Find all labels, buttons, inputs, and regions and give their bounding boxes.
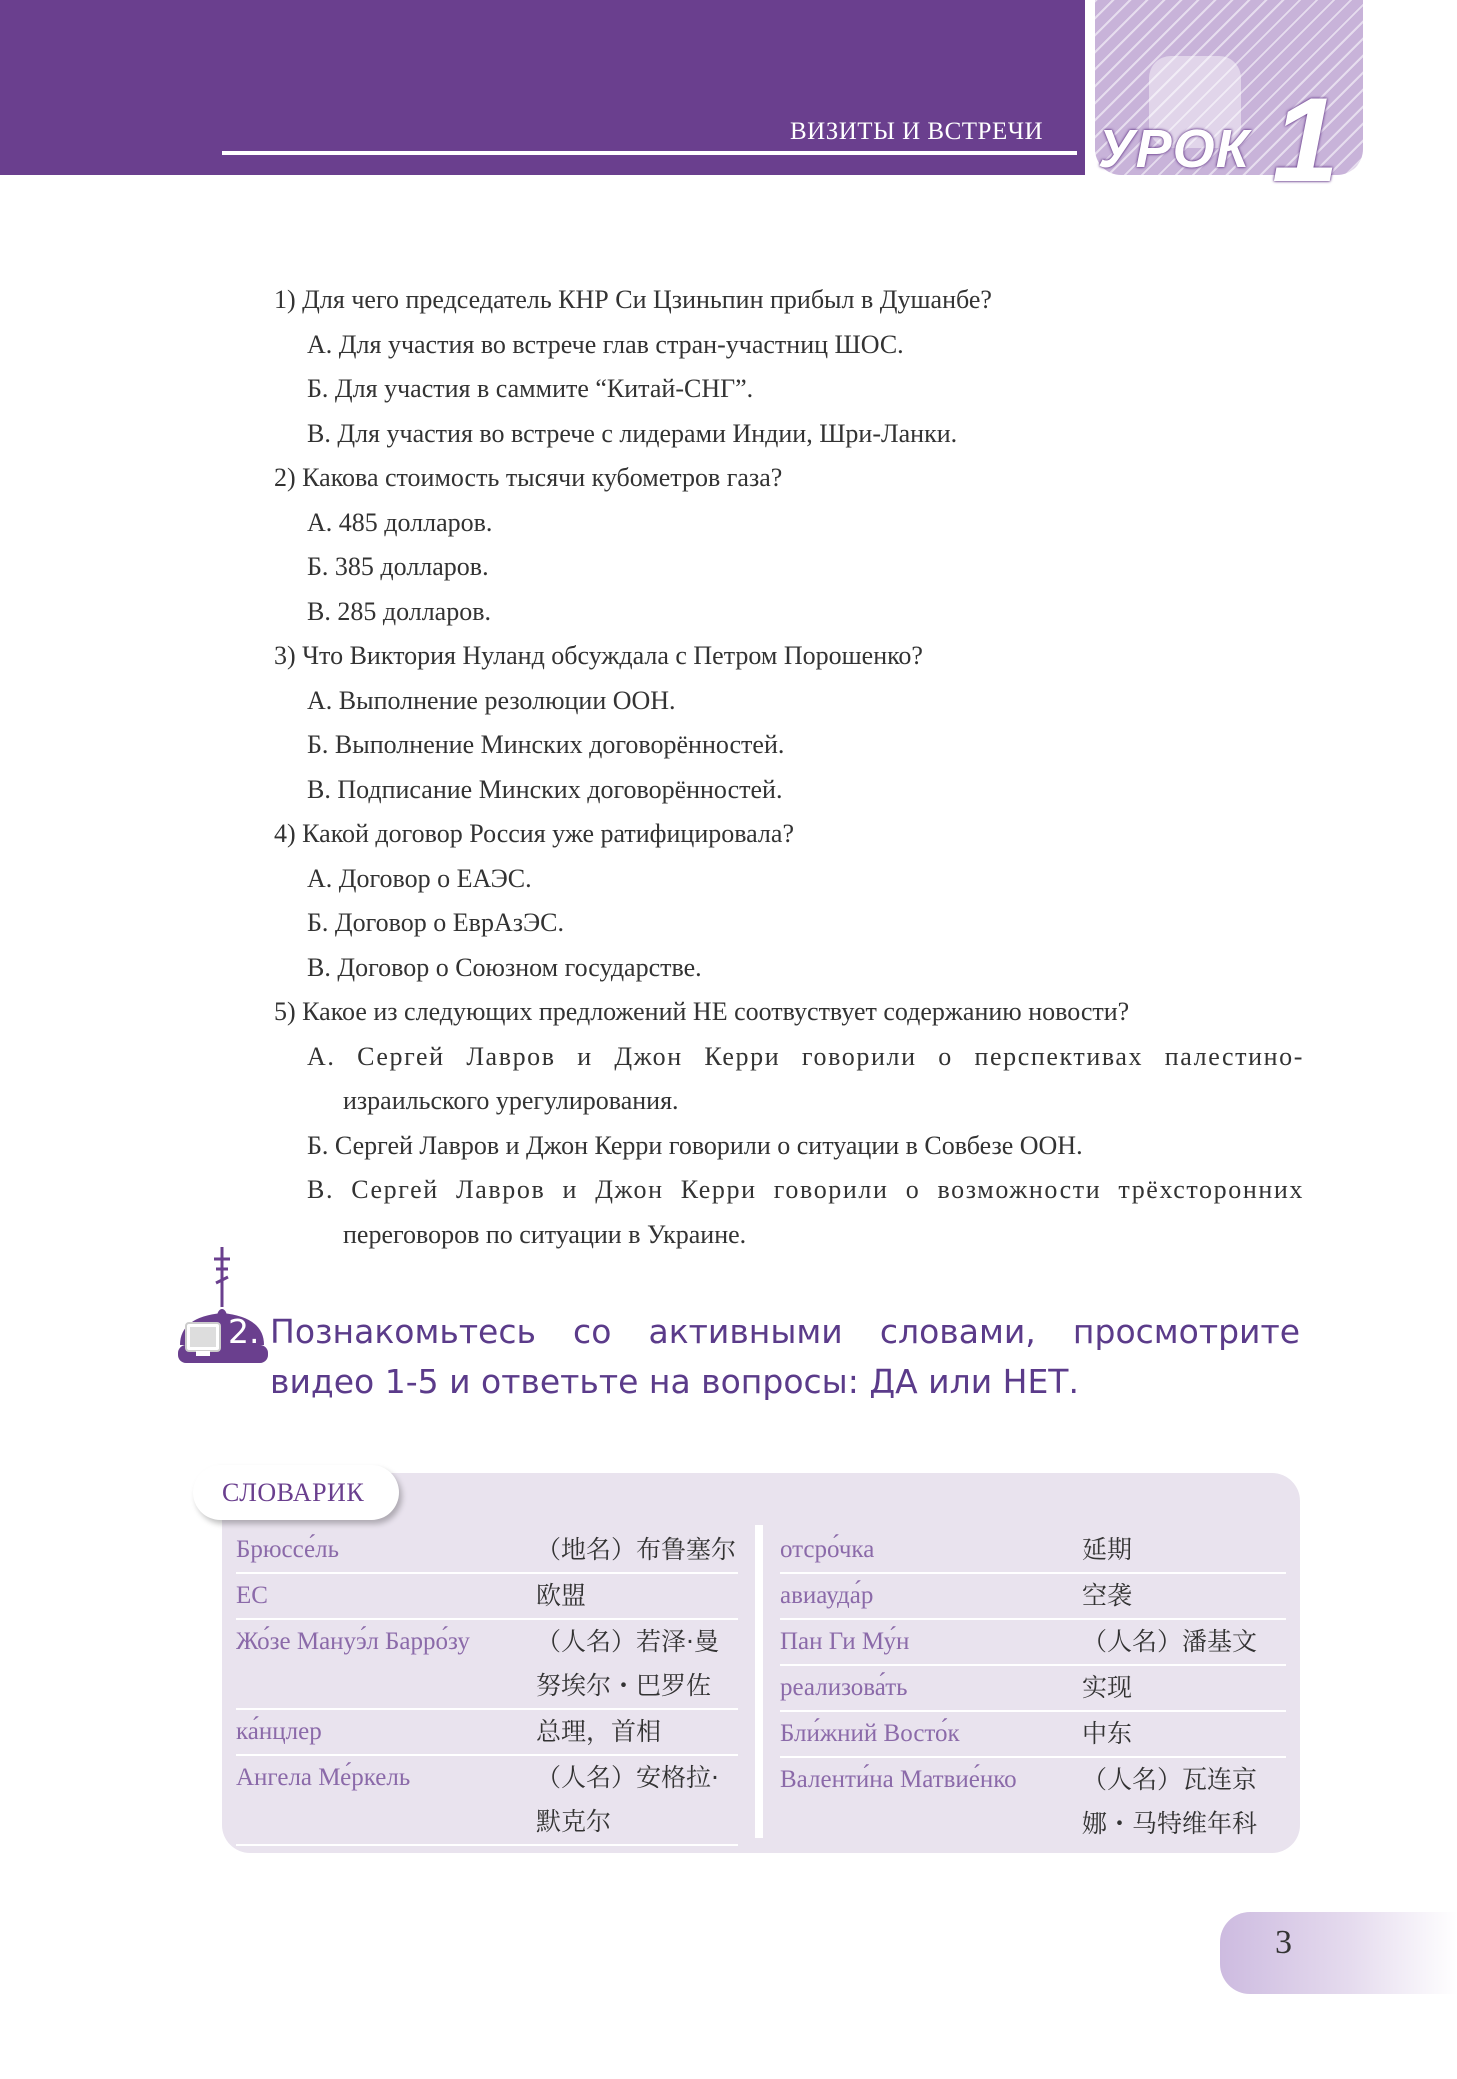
vocab-row xyxy=(780,1712,1286,1758)
answer-option: Б. Выполнение Минских договорённостей. xyxy=(307,730,785,759)
answer-option: А. Выполнение резолюции ООН. xyxy=(307,685,676,715)
exercise-number: 2. xyxy=(228,1312,260,1351)
header-rule xyxy=(222,151,1077,155)
vocab-term: Жо́зе Мануэ́л Барро́зу xyxy=(236,1628,470,1655)
answer-option: А. Договор о ЕАЭС. xyxy=(307,863,532,893)
vocab-row xyxy=(236,1574,738,1620)
vocab-translation: 实现 xyxy=(1082,1673,1133,1702)
vocab-row xyxy=(780,1528,1286,1574)
answer-option: Б. Договор о ЕврАзЭС. xyxy=(307,908,564,937)
vocab-row xyxy=(780,1666,1286,1712)
question: 3) Что Виктория Нуланд обсуждала с Петром Порошенко? xyxy=(274,641,923,670)
question: 5) Какое из следующих предложений НЕ соотвуствует содержанию новости? xyxy=(274,997,1130,1026)
answer-option-continuation xyxy=(307,1213,1304,1258)
question: 4) Какой договор Россия уже ратифицировала? xyxy=(274,819,794,848)
vocab-translation: （人名）安格拉·默克尔 xyxy=(536,1763,719,1836)
vocab-term: Валенти́на Матвие́нко xyxy=(780,1766,1017,1793)
answer-option: Б. Для участия в саммите “Китай-СНГ”. xyxy=(307,374,754,403)
vocab-row xyxy=(780,1758,1286,1846)
vocab-translation: （人名）潘基文 xyxy=(1082,1627,1258,1656)
vocab-translation: 延期 xyxy=(1082,1535,1133,1564)
vocab-row xyxy=(780,1574,1286,1620)
vocabulary-divider xyxy=(755,1525,763,1838)
question: 1) Для чего председатель КНР Си Цзиньпин прибыл в Душанбе? xyxy=(274,285,992,314)
vocab-translation: 空袭 xyxy=(1082,1581,1133,1610)
page-number-tab xyxy=(1220,1912,1457,1994)
answer-option-continuation xyxy=(307,1079,1304,1124)
answer-option xyxy=(307,1168,1304,1213)
page-number: 3 xyxy=(1275,1924,1292,1961)
questions-list xyxy=(274,278,1304,1257)
vocab-term: реализова́ть xyxy=(780,1674,908,1701)
answer-option xyxy=(307,1035,1304,1080)
lesson-number: 1 xyxy=(1272,73,1339,207)
vocabulary-column-left xyxy=(236,1528,738,1846)
vocab-term: Бли́жний Восто́к xyxy=(780,1720,960,1747)
answer-option: В. Подписание Минских договорённостей. xyxy=(307,774,783,804)
header-band xyxy=(0,0,1085,175)
vocab-row xyxy=(236,1528,738,1574)
lesson-label: УРОК xyxy=(1098,119,1250,179)
exercise-heading: Познакомьтесь со активными словами, просмотрите видео 1-5 и ответьте на вопросы: ДА или НЕТ. xyxy=(270,1312,1300,1401)
running-head: ВИЗИТЫ И ВСТРЕЧИ xyxy=(790,118,1044,145)
answer-option: А. Для участия во встрече глав стран-участниц ШОС. xyxy=(307,329,904,359)
vocab-translation: （人名）瓦连京娜・马特维年科 xyxy=(1082,1765,1258,1838)
question: 2) Какова стоимость тысячи кубометров газа? xyxy=(274,463,783,492)
vocab-term: отсро́чка xyxy=(780,1536,875,1563)
option-line: израильского урегулирования. xyxy=(343,1086,679,1115)
vocab-translation: 中东 xyxy=(1082,1719,1133,1748)
vocab-row xyxy=(780,1620,1286,1666)
vocab-translation: （人名）若泽·曼努埃尔・巴罗佐 xyxy=(536,1627,719,1700)
vocab-term: Пан Ги Му́н xyxy=(780,1628,910,1655)
answer-option: В. Для участия во встрече с лидерами Индии, Шри-Ланки. xyxy=(307,418,958,448)
vocab-term: ка́нцлер xyxy=(236,1718,322,1745)
vocabulary-title: СЛОВАРИК xyxy=(222,1478,365,1507)
vocab-term: ЕС xyxy=(236,1582,268,1609)
vocab-translation: 总理，首相 xyxy=(536,1717,662,1746)
vocab-translation: （地名）布鲁塞尔 xyxy=(536,1535,737,1564)
vocab-translation: 欧盟 xyxy=(536,1581,587,1610)
option-line: В. Сергей Лавров и Джон Керри говорили о возможности трёхсторонних xyxy=(307,1175,1304,1204)
vocab-row xyxy=(236,1620,738,1710)
answer-option: В. Договор о Союзном государстве. xyxy=(307,952,702,982)
vocab-term: Брюссе́ль xyxy=(236,1536,340,1563)
answer-option: Б. 385 долларов. xyxy=(307,552,489,581)
option-line: переговоров по ситуации в Украине. xyxy=(343,1219,747,1249)
vocabulary-column-right xyxy=(780,1528,1286,1846)
answer-option: А. 485 долларов. xyxy=(307,507,493,537)
vocab-row xyxy=(236,1756,738,1846)
answer-option: В. 285 долларов. xyxy=(307,596,491,626)
answer-option: Б. Сергей Лавров и Джон Керри говорили о ситуации в Совбезе ООН. xyxy=(307,1130,1083,1160)
vocab-term: Ангела Ме́ркель xyxy=(236,1764,411,1791)
vocab-row xyxy=(236,1710,738,1756)
option-line: А. Сергей Лавров и Джон Керри говорили о перспективах палестино- xyxy=(307,1041,1304,1071)
vocab-term: авиауда́р xyxy=(780,1582,874,1609)
